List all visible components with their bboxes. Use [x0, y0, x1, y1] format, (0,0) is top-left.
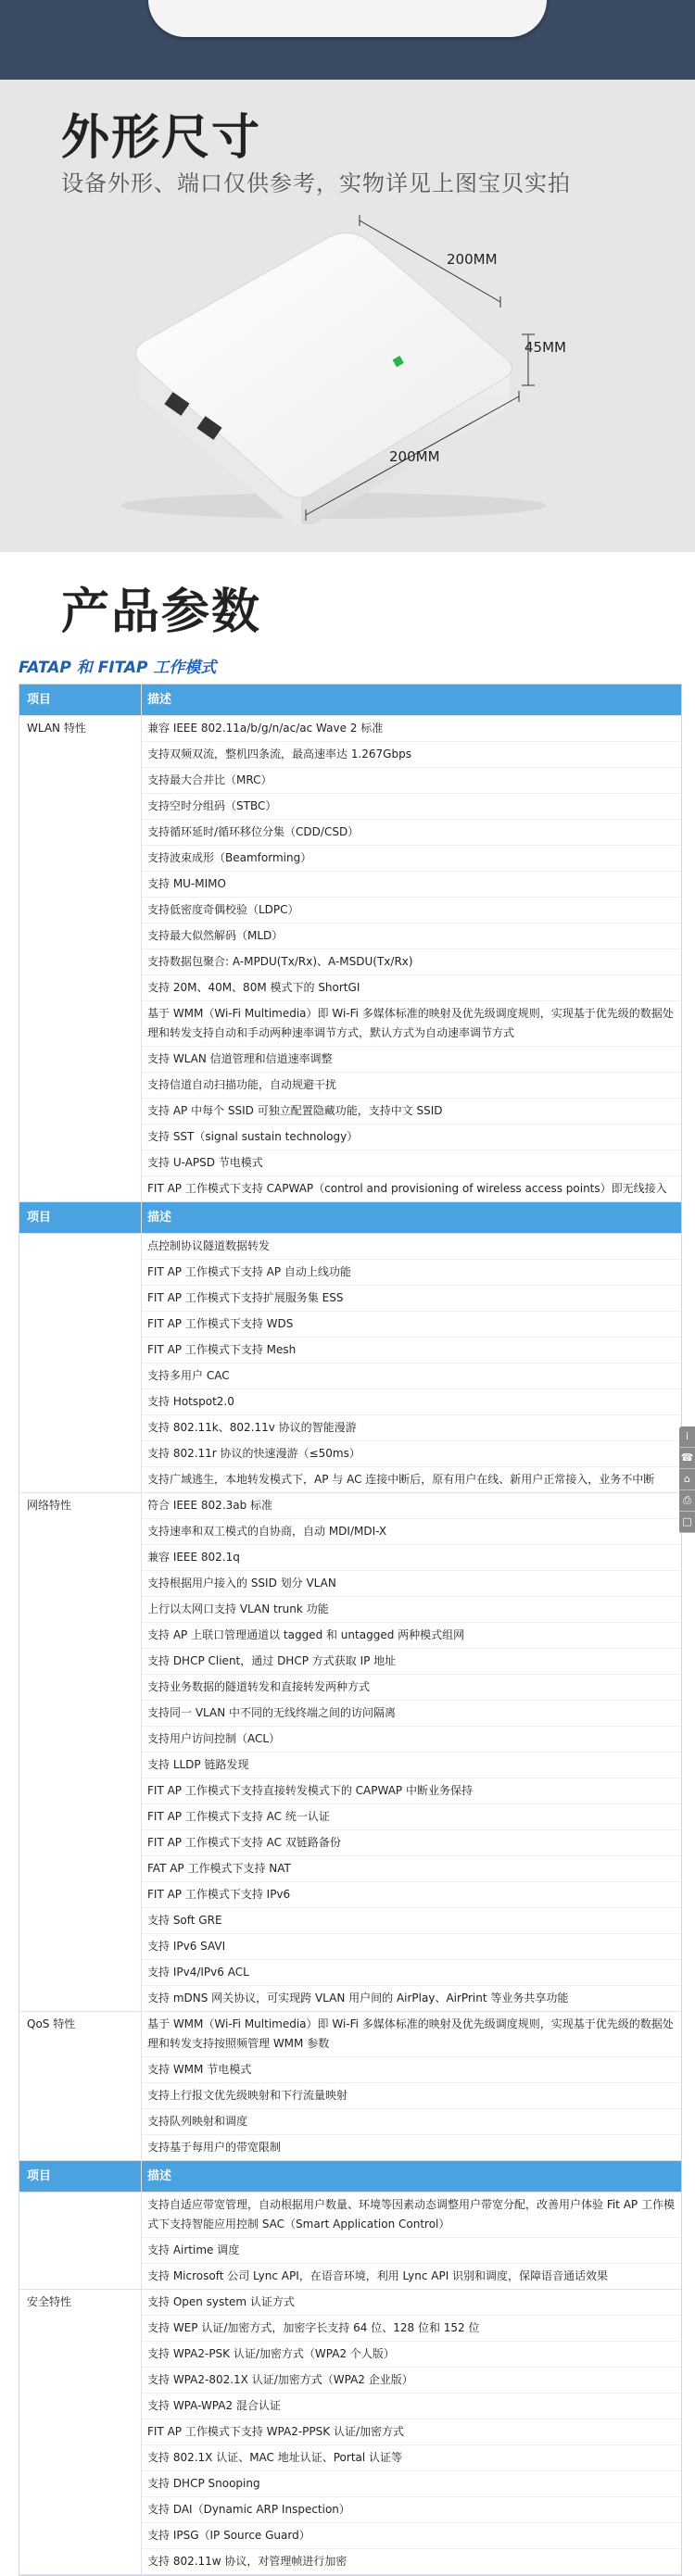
group-label: [19, 2193, 142, 2289]
spec-item: 支持 SST（signal sustain technology）: [142, 1125, 681, 1150]
spec-item: 支持数据包聚合: A-MPDU(Tx/Rx)、A-MSDU(Tx/Rx): [142, 949, 681, 975]
spec-item: FIT AP 工作模式下支持 AP 自动上线功能: [142, 1260, 681, 1286]
mode-title: FATAP 和 FITAP 工作模式: [19, 659, 217, 677]
group-items: [142, 2290, 681, 2574]
spec-item: 支持 WPA2-PSK 认证/加密方式（WPA2 个人版）: [142, 2342, 681, 2368]
spec-item: FIT AP 工作模式下支持扩展服务集 ESS: [142, 1286, 681, 1312]
group-qos: [19, 2012, 681, 2161]
spec-item: 支持信道自动扫描功能，自动规避干扰: [142, 1073, 681, 1099]
spec-item: 支持用户访问控制（ACL）: [142, 1727, 681, 1753]
spec-item: 支持 WPA2-802.1X 认证/加密方式（WPA2 企业版）: [142, 2368, 681, 2394]
spec-item: 支持 mDNS 网关协议，可实现跨 VLAN 用户间的 AirPlay、AirPrint 等业务共享功能: [147, 1992, 569, 2004]
spec-item: 支持 WMM 节电模式: [142, 2057, 681, 2083]
spec-item: 支持 U-APSD 节电模式: [142, 1150, 681, 1176]
spec-item: 支持 WPA-WPA2 混合认证: [142, 2394, 681, 2419]
spec-item: 支持 LLDP 链路发现: [142, 1753, 681, 1778]
spec-item: 上行以太网口支持 VLAN trunk 功能: [142, 1597, 681, 1623]
spec-item: FIT AP 工作模式下支持 AC 双链路备份: [142, 1830, 681, 1856]
spec-item: 支持双频双流，整机四条流，最高速率达 1.267Gbps: [142, 742, 681, 768]
spec-item: 支持 WEP 认证/加密方式，加密字长支持 64 位、128 位和 152 位: [142, 2316, 681, 2342]
spec-item: FIT AP 工作模式下支持直接转发模式下的 CAPWAP 中断业务保持: [142, 1778, 681, 1804]
header-key: 项目: [19, 1202, 142, 1233]
spec-item: 支持速率和双工模式的自协商，自动 MDI/MDI-X: [142, 1519, 681, 1545]
spec-item: 支持低密度奇偶校验（LDPC）: [142, 898, 681, 924]
spec-item: 支持 AP 上联口管理通道以 tagged 和 untagged 两种模式组网: [142, 1623, 681, 1649]
device-bottom-edge: [148, 0, 547, 37]
spec-item: 支持 Microsoft 公司 Lync API，在语音环境，利用 Lync API 识别和调度，保障语音通话效果: [147, 2269, 609, 2282]
dimension-height: 45MM: [524, 339, 566, 356]
toolbar-icon-1[interactable]: ☎: [679, 1448, 695, 1469]
spec-item: 支持广域逃生，本地转发模式下，AP 与 AC 连接中断后，原有用户在线、新用户正常接入，业务不中断: [147, 1473, 655, 1486]
group-label: WLAN 特性: [19, 716, 142, 1201]
spec-item: 基于 WMM（Wi-Fi Multimedia）即 Wi-Fi 多媒体标准的映射及优先级调度规则，实现基于优先级的数据处理和转发支持自动和手动两种速率调节方式，默认方式为自动速率调节方式: [142, 1001, 681, 1047]
toolbar-icon-2[interactable]: ⌂: [679, 1469, 695, 1490]
spec-item: 基于 WMM（Wi-Fi Multimedia）即 Wi-Fi 多媒体标准的映射及优先级调度规则，实现基于优先级的数据处理和转发支持按照频管理 WMM 参数: [142, 2012, 681, 2057]
spec-table: [19, 684, 682, 2576]
side-toolbar: [679, 1426, 695, 1533]
group-label: [19, 1234, 142, 1492]
spec-item: FIT AP 工作模式下支持 CAPWAP（control and provisioning of wireless access points）即无线接入: [147, 1182, 667, 1195]
params-title: 产品参数: [61, 584, 262, 640]
spec-item: FIT AP 工作模式下支持 AC 统一认证: [142, 1804, 681, 1830]
spec-item: FIT AP 工作模式下支持 WPA2-PPSK 认证/加密方式: [142, 2419, 681, 2445]
spec-item: 支持 IPSG（IP Source Guard）: [142, 2523, 681, 2549]
spec-item: 支持 20M、40M、80M 模式下的 ShortGI: [142, 975, 681, 1001]
top-banner: [0, 0, 695, 80]
spec-item: 支持 IPv6 SAVI: [142, 1934, 681, 1960]
group-label: QoS 特性: [19, 2012, 142, 2160]
spec-item: 支持 802.1X 认证、MAC 地址认证、Portal 认证等: [142, 2445, 681, 2471]
dimensions-subtitle: 设备外形、端口仅供参考，实物详见上图宝贝实拍: [61, 170, 571, 196]
spec-item: 支持 802.11w 协议，对管理帧进行加密: [147, 2555, 348, 2568]
spec-item: 支持 IPv4/IPv6 ACL: [142, 1960, 681, 1986]
header-key: 项目: [19, 685, 142, 715]
dimensions-section: [0, 80, 695, 552]
table-header: [19, 685, 681, 716]
table-header: [19, 2161, 681, 2193]
spec-item: 支持 Soft GRE: [142, 1908, 681, 1934]
spec-item: 支持循环延时/循环移位分集（CDD/CSD）: [142, 820, 681, 846]
spec-item: 支持根据用户接入的 SSID 划分 VLAN: [142, 1571, 681, 1597]
header-key: 项目: [19, 2161, 142, 2192]
spec-item: 支持 MU-MIMO: [142, 872, 681, 898]
spec-item: 兼容 IEEE 802.11a/b/g/n/ac/ac Wave 2 标准: [142, 716, 681, 742]
group-items: [142, 1493, 681, 2011]
spec-item: 支持上行报文优先级映射和下行流量映射: [142, 2083, 681, 2109]
toolbar-icon-3[interactable]: ⎙: [679, 1490, 695, 1512]
spec-item: 支持最大似然解码（MLD）: [142, 924, 681, 949]
spec-item: FIT AP 工作模式下支持 WDS: [142, 1312, 681, 1338]
spec-item: 支持业务数据的隧道转发和直接转发两种方式: [142, 1675, 681, 1701]
header-desc: 描述: [147, 693, 172, 707]
spec-item: 支持 WLAN 信道管理和信道速率调整: [142, 1047, 681, 1073]
spec-item: 符合 IEEE 802.3ab 标准: [142, 1493, 681, 1519]
spec-item: 支持波束成形（Beamforming）: [142, 846, 681, 872]
group-security: [19, 2290, 681, 2575]
group-wlan: [19, 716, 681, 1202]
dimension-width: 200MM: [447, 251, 498, 268]
spec-item: 支持自适应带宽管理，自动根据用户数量、环境等因素动态调整用户带宽分配，改善用户体验 Fit AP 工作模式下支持智能应用控制 SAC（Smart Application Control）: [142, 2193, 681, 2238]
spec-item: 支持 Open system 认证方式: [142, 2290, 681, 2316]
group-wlan-cont: [19, 1234, 681, 1493]
spec-item: 支持基于每用户的带宽限制: [147, 2141, 282, 2154]
group-qos-cont: [19, 2193, 681, 2290]
header-desc: 描述: [147, 1211, 172, 1225]
spec-item: 支持 DHCP Snooping: [142, 2471, 681, 2497]
spec-item: 支持最大合并比（MRC）: [142, 768, 681, 794]
spec-item: 支持 DAI（Dynamic ARP Inspection）: [142, 2497, 681, 2523]
spec-item: 支持空时分组码（STBC）: [142, 794, 681, 820]
device-illustration: [111, 200, 593, 524]
group-items: [142, 2012, 681, 2160]
group-label: 网络特性: [19, 1493, 142, 2011]
group-network: [19, 1493, 681, 2012]
group-items: [142, 1234, 681, 1492]
table-header: [19, 1202, 681, 1234]
spec-item: 支持 Hotspot2.0: [142, 1389, 681, 1415]
spec-item: FIT AP 工作模式下支持 IPv6: [142, 1882, 681, 1908]
spec-item: 支持 802.11r 协议的快速漫游（≤50ms）: [142, 1441, 681, 1467]
spec-item: 支持队列映射和调度: [142, 2109, 681, 2135]
toolbar-icon-0[interactable]: i: [679, 1426, 695, 1448]
dimension-depth: 200MM: [389, 448, 440, 465]
header-desc: 描述: [147, 2169, 172, 2183]
spec-item: 支持 Airtime 调度: [142, 2238, 681, 2264]
spec-item: 支持 AP 中每个 SSID 可独立配置隐藏功能，支持中文 SSID: [142, 1099, 681, 1125]
spec-item: 支持 DHCP Client，通过 DHCP 方式获取 IP 地址: [142, 1649, 681, 1675]
spec-item: FIT AP 工作模式下支持 Mesh: [142, 1338, 681, 1363]
dimensions-title: 外形尺寸: [61, 110, 262, 166]
spec-item: FAT AP 工作模式下支持 NAT: [142, 1856, 681, 1882]
spec-item: 支持 802.11k、802.11v 协议的智能漫游: [142, 1415, 681, 1441]
toolbar-icon-4[interactable]: □: [679, 1512, 695, 1533]
spec-item: 支持同一 VLAN 中不同的无线终端之间的访问隔离: [142, 1701, 681, 1727]
group-items: [142, 716, 681, 1201]
group-items: [142, 2193, 681, 2289]
spec-item: 支持多用户 CAC: [142, 1363, 681, 1389]
spec-item: 兼容 IEEE 802.1q: [142, 1545, 681, 1571]
spec-item: 点控制协议隧道数据转发: [142, 1234, 681, 1260]
group-label: 安全特性: [19, 2290, 142, 2574]
